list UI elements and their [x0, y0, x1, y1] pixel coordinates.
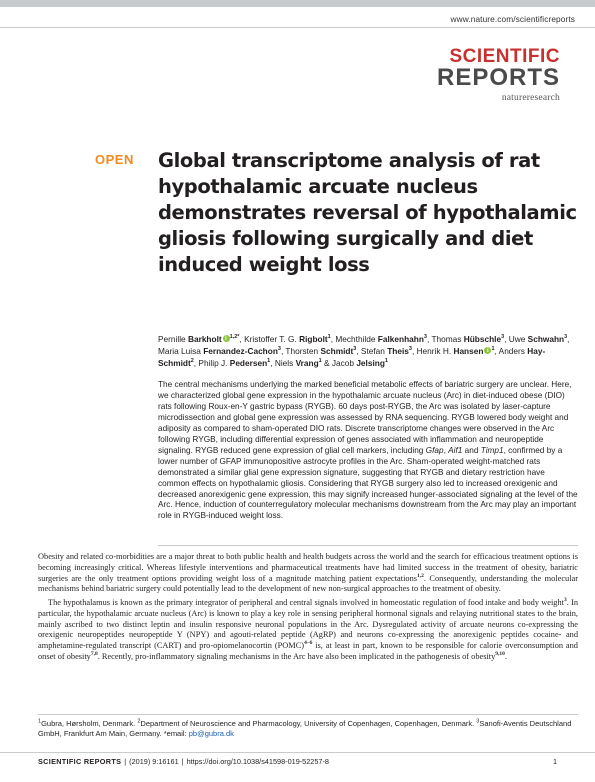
author-affiliation-marker: 3 — [501, 334, 505, 341]
author-name[interactable] — [431, 334, 504, 344]
page-number: 1 — [552, 757, 557, 766]
author-separator: , — [356, 346, 361, 356]
affil-marker: 1 — [38, 718, 42, 725]
author-list — [158, 333, 576, 369]
author-separator: , — [504, 334, 509, 344]
author-family-name: Barkholt — [187, 334, 222, 344]
footer — [38, 757, 329, 766]
abstract-divider — [158, 545, 578, 546]
gene-aif1: Aif1 — [448, 445, 463, 455]
author-affiliation-marker: 1 — [327, 334, 331, 341]
author-name[interactable] — [335, 334, 427, 344]
paragraph-text: . — [504, 651, 507, 661]
author-given-name: Jacob — [331, 358, 357, 368]
affiliation-divider — [38, 714, 578, 715]
author-given-name: Stefan — [360, 346, 388, 356]
author-given-name: Maria Luisa — [158, 346, 204, 356]
author-separator: , — [193, 358, 199, 368]
author-name[interactable] — [417, 346, 495, 356]
paragraph-2 — [38, 598, 578, 663]
author-separator: , — [270, 358, 275, 368]
logo-scientific: SCIENTIFIC — [449, 46, 560, 67]
author-given-name: Pernille — [158, 334, 188, 344]
author-family-name: Rigbolt — [299, 334, 328, 344]
paragraph-text: . Recently, pro-inflammatory signaling mechanisms in the Arc have also been implicated in the pathogenesis of obesity — [97, 651, 496, 661]
citation-link[interactable]: 9,10 — [495, 650, 505, 657]
author-separator: & — [321, 358, 332, 368]
orcid-icon[interactable] — [223, 335, 230, 342]
body-text — [38, 552, 578, 666]
author-family-name: Schwahn — [527, 334, 565, 344]
author-name[interactable] — [244, 334, 331, 344]
affil-marker: 2 — [137, 718, 141, 725]
footer-separator: | — [181, 757, 184, 766]
footer-journal: SCIENTIFIC REPORTS — [38, 757, 122, 766]
author-affiliation-marker: 1 — [318, 358, 322, 365]
logo-reports: REPORTS — [436, 64, 560, 91]
author-given-name: Henrik H. — [416, 346, 454, 356]
abstract-sep: and — [462, 445, 481, 455]
author-family-name: Hay-Schmidt — [158, 346, 546, 368]
abstract-sep: , — [443, 445, 449, 455]
author-given-name: Anders — [498, 346, 528, 356]
open-access-label: OPEN — [95, 152, 134, 167]
citation-link[interactable]: 1,2 — [417, 572, 424, 579]
author-affiliation-marker: 1,2* — [229, 334, 240, 341]
author-name[interactable] — [332, 358, 388, 368]
email-link[interactable]: pb@gubra.dk — [188, 729, 234, 738]
author-given-name: Mechthilde — [335, 334, 378, 344]
author-affiliation-marker: 3 — [408, 346, 412, 353]
affiliation-2: Department of Neuroscience and Pharmacology, University of Copenhagen, Copenhagen, Denmark. — [140, 719, 477, 728]
top-rule — [0, 0, 595, 7]
footer-citation: (2019) 9:16161 — [129, 757, 179, 766]
author-separator: , — [411, 346, 417, 356]
author-name[interactable] — [275, 358, 322, 368]
author-family-name: Pedersen — [229, 358, 268, 368]
author-separator: , — [567, 334, 570, 344]
author-given-name: Uwe — [508, 334, 528, 344]
author-family-name: Jelsing — [356, 358, 385, 368]
author-separator: , — [239, 334, 245, 344]
orcid-icon[interactable] — [484, 347, 491, 354]
affil-marker: 3 — [476, 718, 480, 725]
paragraph-1 — [38, 552, 578, 595]
abstract — [158, 380, 578, 522]
author-family-name: Hansen — [453, 346, 484, 356]
author-affiliation-marker: 3 — [423, 334, 427, 341]
gene-gfap: Gfap — [425, 445, 444, 455]
affiliation-3: Sanofi-Aventis Deutschland GmbH, Frankfurt Am Main, Germany. *email: — [38, 719, 572, 738]
author-affiliation-marker: 2 — [190, 358, 194, 365]
footer-separator: | — [124, 757, 127, 766]
author-name[interactable] — [508, 334, 570, 344]
affiliations — [38, 719, 578, 739]
journal-url[interactable]: www.nature.com/scientificreports — [447, 12, 579, 27]
author-family-name: Hübschle — [463, 334, 502, 344]
author-given-name: Niels — [274, 358, 296, 368]
author-name[interactable] — [158, 334, 239, 344]
affiliation-1: Gubra, Hørsholm, Denmark. — [41, 719, 138, 728]
author-given-name: Thorsten — [285, 346, 321, 356]
citation-link[interactable]: 3 — [563, 597, 567, 604]
author-affiliation-marker: 1 — [491, 346, 495, 353]
author-separator: , — [280, 346, 286, 356]
paragraph-text: . In particular, the hypothalamic arcuate nucleus (Arc) is known to play a key role in sensing peripheral hormonal signals and relaying nutritional states to the brain, mainly ascribed to two distinct leptin and insulin responsive neuronal populations in the Arc. Dysregulated activity of arcuate neurons co-expressing the orexigenic neuropeptides neuropeptide Y (NPY) and agouti-related peptide (AgRP) and neurons co-expressing the anorexigenic peptides cocaine- and amphetamine-regulated transcript (CART) and pro-opiomelanocortin (POMC) — [38, 598, 578, 650]
header-rule — [0, 27, 595, 28]
author-affiliation-marker: 3 — [277, 346, 281, 353]
paragraph-text: . Consequently, understanding the molecular mechanisms behind bariatric surgery could potentially lead to the development of new non-surgical approaches to the treatment of obesity. — [38, 573, 579, 594]
journal-logo[interactable] — [437, 47, 560, 103]
author-family-name: Schmidt — [320, 346, 354, 356]
paragraph-text: is, at least in part, known to be responsible for calorie overconsumption and onset of obesity — [38, 641, 578, 661]
author-separator: , — [330, 334, 336, 344]
paragraph-text: Obesity and related co-morbidities are a major threat to both public health and health budgets across the world and the search for efficacious treatment options is becoming increasingly critical. Whereas lifestyle interventions and pharmaceutical treatments have had limited success in the treatment of obesity, bariatric surgeries are the only treatment options providing weight loss of a magnitude matching patient expectations — [38, 552, 578, 583]
author-family-name: Theis — [387, 346, 409, 356]
author-name[interactable] — [285, 346, 356, 356]
author-name[interactable] — [158, 346, 281, 356]
author-separator: , — [494, 346, 499, 356]
author-given-name: Kristoffer T. G. — [244, 334, 300, 344]
author-separator: , — [426, 334, 432, 344]
author-affiliation-marker: 1 — [384, 358, 388, 365]
author-family-name: Falkenhahn — [377, 334, 424, 344]
author-name[interactable] — [361, 346, 412, 356]
footer-rule — [0, 752, 595, 753]
abstract-text-1: The central mechanisms underlying the marked beneficial metabolic effects of bariatric surgery are unclear. Here, we characterized global gene expression in the hypothalamic arcuate nucleus (Arc) in diet-induced obese (DIO) rats following Roux-en-Y gastric bypass (RYGB). 60 days post-RYGB, the Arc was isolated by laser-capture microdissection and global gene expression was assessed by RNA sequencing. RYGB lowered body weight and adiposity as compared to sham-operated DIO rats. Discrete transcriptome changes were observed in the Arc following RYGB, including differential expression of genes associated with inflammation and neuropeptide signaling. RYGB reduced gene expression of glial cell markers, including — [158, 380, 572, 455]
author-affiliation-marker: 3 — [564, 334, 568, 341]
author-family-name: Vrang — [295, 358, 319, 368]
author-affiliation-marker: 1 — [267, 358, 271, 365]
author-given-name: Thomas — [431, 334, 464, 344]
author-family-name: Fernandez-Cachon — [203, 346, 278, 356]
gene-timp1: Timp1 — [480, 445, 504, 455]
author-given-name: Philip J. — [198, 358, 230, 368]
citation-link[interactable]: 7,8 — [90, 650, 98, 657]
paragraph-text: The hypothalamus is known as the primary integrator of peripheral and central signals involved in homeostatic regulation of food intake and body weight — [48, 598, 564, 607]
article-title: Global transcriptome analysis of rat hypothalamic arcuate nucleus demonstrates reversal of hypothalamic gliosis following surgically and diet induced weight loss — [158, 149, 577, 276]
logo-natureresearch: natureresearch — [501, 93, 560, 103]
abstract-text-2: , confirmed by a lower number of GFAP immunopositive astrocyte profiles in the Arc. Sham-operated weight-matched rats demonstrated a similar glial gene expression signature, suggesting that RYGB and dietary restriction have common effects on hypothalamic gliosis. Considering that RYGB surgery also led to increased orexigenic and decreased anorexigenic gene expression, this may signify increased hunger-associated signaling at the level of the Arc. Hence, induction of counterregulatory molecular mechanisms downstream from the Arc may play an important role in RYGB-induced weight loss. — [158, 445, 578, 521]
footer-doi[interactable]: https://doi.org/10.1038/s41598-019-52257-8 — [186, 757, 329, 766]
author-affiliation-marker: 3 — [353, 346, 357, 353]
citation-link[interactable]: 4–6 — [304, 640, 313, 647]
author-name[interactable] — [198, 358, 270, 368]
